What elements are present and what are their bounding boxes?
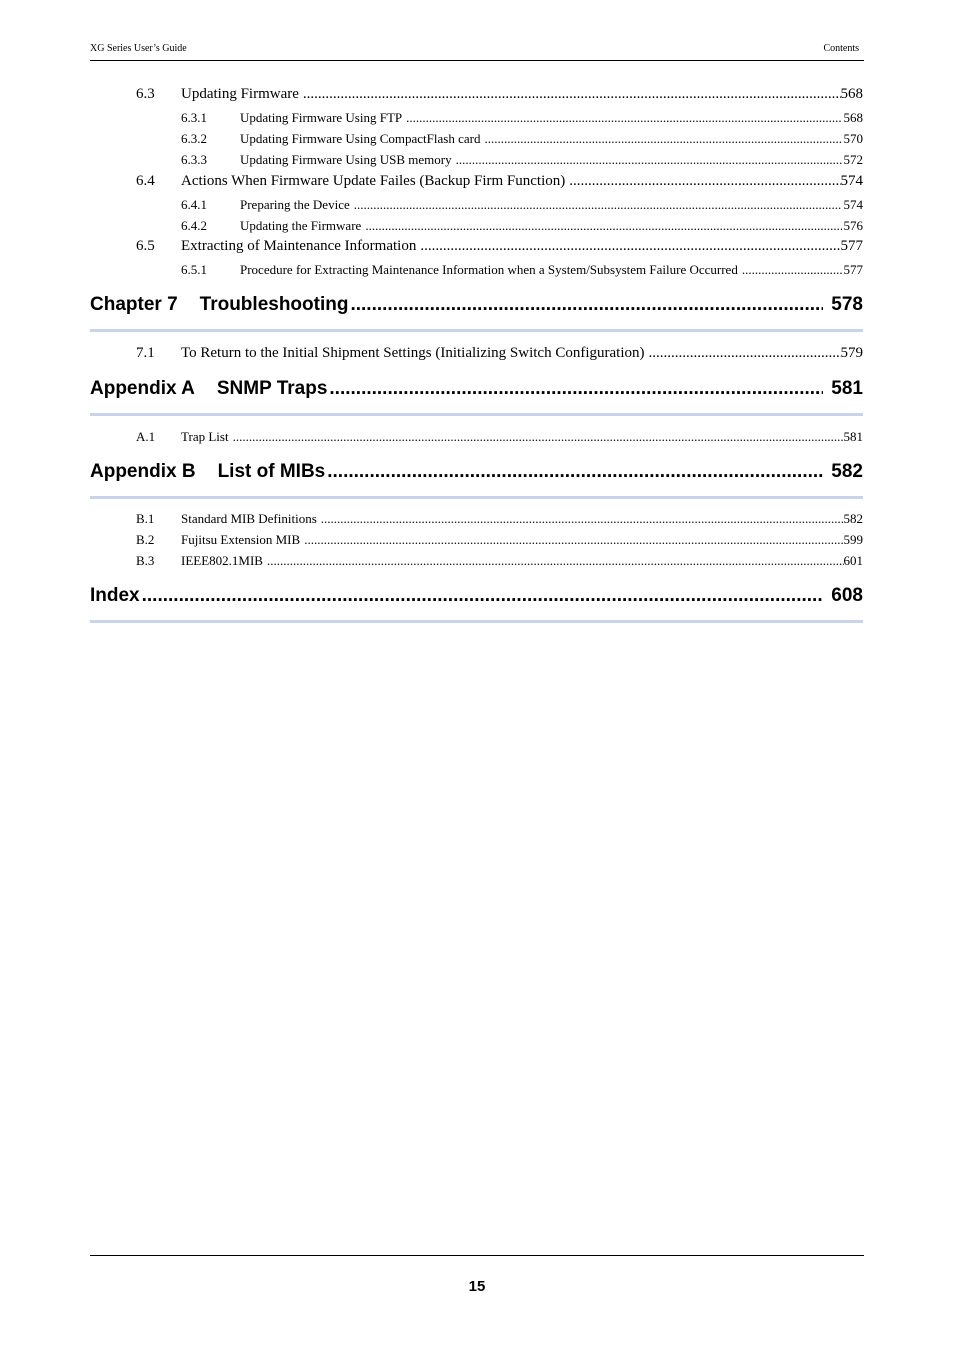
header-document-title: XG Series User’s Guide [90,43,187,54]
toc-entry-page: 582 [843,511,863,526]
chapter-divider [90,496,863,499]
toc-entry-page: 572 [843,152,863,167]
toc-entry[interactable] [181,197,863,213]
toc-entry-title: Updating Firmware Using CompactFlash card [240,131,481,146]
toc-entry[interactable] [136,86,863,103]
dot-leader [303,86,841,103]
toc-entry[interactable] [136,511,863,527]
toc-entry[interactable] [181,152,863,168]
dot-leader [142,585,824,607]
toc-index-entry[interactable] [90,585,863,607]
toc-entry-number: 6.3 [136,86,155,102]
toc-entry-title: Procedure for Extracting Maintenance Information when a System/Subsystem Failure Occurred [240,262,738,277]
toc-entry-number: 6.5.1 [181,262,207,277]
toc-entry-page: 579 [840,345,863,361]
toc-entry-number: B.1 [136,511,155,526]
toc-chapter-number: Chapter 7 [90,294,178,315]
dot-leader [484,131,841,147]
toc-entry-number: 6.4 [136,173,155,189]
page-header [90,42,864,61]
page-number: 15 [468,1278,486,1295]
dot-leader [420,238,840,255]
dot-leader [354,197,842,213]
header-section-name: Contents [823,43,859,54]
toc-index-title: Index [90,585,140,606]
chapter-divider [90,413,863,416]
toc-entry-page: 601 [843,553,863,568]
dot-leader [350,294,823,316]
dot-leader [327,461,823,483]
toc-entry-number: 6.4.2 [181,218,207,233]
dot-leader [365,218,841,234]
toc-entry-number: 6.3.1 [181,110,207,125]
dot-leader [329,378,823,400]
toc-entry-number: A.1 [136,429,156,444]
toc-entry-page: 574 [840,173,863,189]
toc-entry-number: 6.3.3 [181,152,207,167]
dot-leader [233,429,844,445]
footer-rule [90,1255,864,1256]
toc-entry-page: 577 [840,238,863,254]
toc-entry-title: To Return to the Initial Shipment Settings (Initializing Switch Configuration) [181,345,645,361]
toc-entry-page: 574 [843,197,863,212]
toc-entry-title: Updating Firmware Using USB memory [240,152,452,167]
toc-chapter-entry[interactable] [90,378,863,400]
dot-leader [406,110,841,126]
toc-chapter-page: 581 [831,378,863,399]
toc-index-page: 608 [831,585,863,606]
toc-entry[interactable] [181,218,863,234]
toc-entry-number: 6.4.1 [181,197,207,212]
chapter-divider [90,620,863,623]
toc-chapter-title: SNMP Traps [216,378,328,399]
toc-entry[interactable] [136,429,863,445]
toc-entry[interactable] [136,238,863,255]
toc-entry[interactable] [136,532,863,548]
toc-entry-number: B.3 [136,553,155,568]
toc-entry-number: 7.1 [136,345,155,361]
toc-entry-title: Trap List [181,429,229,444]
toc-chapter-number: Appendix A [90,378,195,399]
toc-entry-number: 6.3.2 [181,131,207,146]
toc-entry[interactable] [181,131,863,147]
toc-entry[interactable] [181,110,863,126]
toc-entry-page: 568 [843,110,863,125]
toc-entry-page: 599 [843,532,863,547]
toc-entry-title: Actions When Firmware Update Failes (Backup Firm Function) [181,173,566,189]
toc-chapter-page: 582 [831,461,863,482]
toc-chapter-page: 578 [831,294,863,315]
toc-entry-page: 577 [843,262,863,277]
toc-entry[interactable] [181,262,863,278]
toc-entry-page: 570 [843,131,863,146]
toc-entry-page: 568 [840,86,863,102]
dot-leader [648,345,840,362]
dot-leader [742,262,842,278]
toc-chapter-number: Appendix B [90,461,196,482]
toc-entry-page: 581 [843,429,863,444]
toc-entry-title: Standard MIB Definitions [181,511,317,526]
toc-chapter-title: List of MIBs [217,461,326,482]
toc-entry-title: IEEE802.1MIB [181,553,263,568]
dot-leader [267,553,844,569]
toc-entry[interactable] [136,345,863,362]
dot-leader [304,532,843,548]
toc-chapter-entry[interactable] [90,461,863,483]
toc-entry-title: Preparing the Device [240,197,350,212]
toc-entry-title: Updating Firmware [181,86,299,102]
toc-chapter-entry[interactable] [90,294,863,316]
toc-entry-title: Updating Firmware Using FTP [240,110,403,125]
toc-entry[interactable] [136,553,863,569]
toc-entry-title: Extracting of Maintenance Information [181,238,417,254]
toc-chapter-title: Troubleshooting [199,294,349,315]
toc-entry-page: 576 [843,218,863,233]
chapter-divider [90,329,863,332]
dot-leader [456,152,842,168]
dot-leader [569,173,840,190]
toc-entry-title: Fujitsu Extension MIB [181,532,301,547]
toc-entry[interactable] [136,173,863,190]
toc-entry-number: 6.5 [136,238,155,254]
dot-leader [321,511,844,527]
toc-entry-title: Updating the Firmware [240,218,362,233]
toc-entry-number: B.2 [136,532,155,547]
